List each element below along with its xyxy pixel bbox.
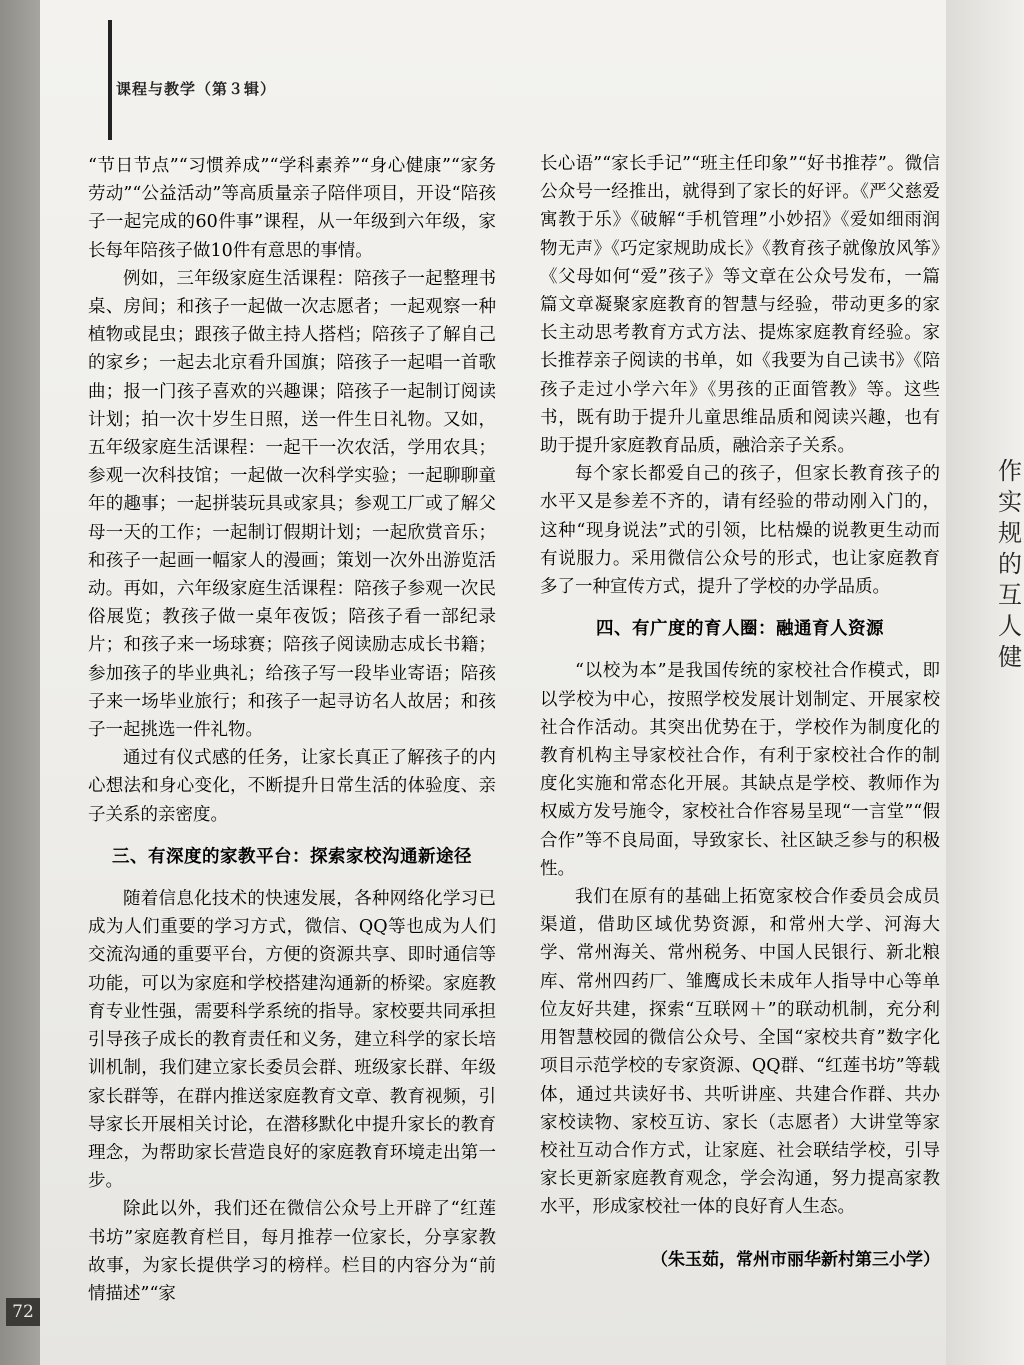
facing-glyph: 的 [998,550,1022,578]
running-header: 课程与教学（第３辑） [116,80,277,98]
facing-glyph: 作 [998,457,1022,485]
paragraph: 随着信息化技术的快速发展，各种网络化学习已成为人们重要的学习方式，微信、QQ等也成为人们交流沟通的重要平台，方便的资源共享、即时通信等功能，可以为家庭和学校搭建沟通新的桥梁。家庭教育专业性强，需要科学系统的指导。家校要共同承担引导孩子成长的教育责任和义务，建立科学的家长培训机制，我们建立家长委员会群、班级家长群、年级家长群等，在群内推送家庭教育文章、教育视频，引导家长开展相关讨论，在潜移默化中提升家长的教育理念，为帮助家长营造良好的家庭教育环境走出第一步。 [88,889,496,1192]
left-column [88,152,496,1308]
facing-page-edge [946,0,1024,1365]
page-number: 72 [6,1298,40,1326]
header-rule [108,20,112,140]
right-column [540,150,940,1274]
paragraph: 每个家长都爱自己的孩子，但家长教育孩子的水平又是参差不齐的，请有经验的带动刚入门的，这种“现身说法”式的引领，比枯燥的说教更生动而有说服力。采用微信公众号的形式，也让家庭教育多了一种宣传方式，提升了学校的办学品质。 [540,464,940,598]
facing-glyph: 人 [998,612,1022,640]
section-heading: 三、有深度的家教平台：探索家校沟通新途径 [112,846,472,867]
facing-glyph: 健 [998,643,1022,671]
paragraph: 例如，三年级家庭生活课程：陪孩子一起整理书桌、房间；和孩子一起做一次志愿者；一起观察一种植物或昆虫；跟孩子做主持人搭档；陪孩子了解自己的家乡；一起去北京看升国旗；陪孩子一起唱一首歌曲；报一门孩子喜欢的兴趣课；陪孩子一起制订阅读计划；拍一次十岁生日照，送一件生日礼物。又如，五年级家庭生活课程：一起干一次农活，学用农具；参观一次科技馆；一起做一次科学实验；一起聊聊童年的趣事；一起拼装玩具或家具；参观工厂或了解父母一天的工作；一起制订假期计划；一起欣赏音乐；和孩子一起画一幅家人的漫画；策划一次外出游览活动。再如，六年级家庭生活课程：陪孩子参观一次民俗展览；教孩子做一桌年夜饭；陪孩子看一部纪录片；和孩子来一场球赛；陪孩子阅读励志成长书籍；参加孩子的毕业典礼；给孩子写一段毕业寄语；陪孩子来一场毕业旅行；和孩子一起寻访名人故居；和孩子一起挑选一件礼物。 [88,268,496,741]
paragraph: 我们在原有的基础上拓宽家校合作委员会成员渠道，借助区域优势资源，和常州大学、河海大学、常州海关、常州税务、中国人民银行、新北粮库、常州四药厂、雏鹰成长未成年人指导中心等单位友好共建，探索“互联网＋”的联动机制，充分利用智慧校园的微信公众号、全国“家校共育”数字化项目示范学校的专家资源、QQ群、“红莲书坊”等载体，通过共读好书、共听讲座、共建合作群、共办家校读物、家校互访、家长（志愿者）大讲堂等家校社互动合作方式，让家庭、社会联结学校，引导家长更新家庭教育观念，学会沟通，努力提高家教水平，形成家校社一体的良好育人生态。 [540,887,940,1218]
paragraph: “节日节点”“习惯养成”“学科素养”“身心健康”“家务劳动”“公益活动”等高质量亲子陪伴项目，开设“陪孩子一起完成的60件事”课程，从一年级到六年级，家长每年陪孩子做10件有意思的事情。 [88,156,496,261]
section-heading: 四、有广度的育人圈：融通育人资源 [596,619,884,640]
paragraph: 除此以外，我们还在微信公众号上开辟了“红莲书坊”家庭教育栏目，每月推荐一位家长，分享家教故事，为家长提供学习的榜样。栏目的内容分为“前情描述”“家 [88,1199,496,1304]
facing-glyph: 规 [998,519,1022,547]
paragraph: 通过有仪式感的任务，让家长真正了解孩子的内心想法和身心变化，不断提升日常生活的体验度、亲子关系的亲密度。 [88,748,496,825]
paragraph: 长心语”“家长手记”“班主任印象”“好书推荐”。微信公众号一经推出，就得到了家长的好评。《严父慈爱 寓教于乐》《破解“手机管理”小妙招》《爱如细雨润物无声》《巧定家规助成长》《教育孩子就像放风筝》《父母如何“爱”孩子》等文章在公众号发布，一篇篇文章凝聚家庭教育的智慧与经验，带动更多的家长主动思考教育方式方法、提炼家庭教育经验。家长推荐亲子阅读的书单，如《我要为自己读书》《陪孩子走过小学六年》《男孩的正面管教》等。这些书，既有助于提升儿童思维品质和阅读兴趣，也有助于提升家庭教育品质，融洽亲子关系。 [540,154,940,457]
facing-page-text [998,456,1024,673]
author-signature: （朱玉茹，常州市丽华新村第三小学） [651,1249,940,1270]
facing-glyph: 实 [998,488,1022,516]
facing-glyph: 互 [998,581,1022,609]
paragraph: “以校为本”是我国传统的家校社合作模式，即以学校为中心，按照学校发展计划制定、开展家校社合作活动。其突出优势在于，学校作为制度化的教育机构主导家校社合作，有利于家校社合作的制度化实施和常态化开展。其缺点是学校、教师作为权威方发号施令，家校社合作容易呈现“一言堂”“假合作”等不良局面，导致家长、社区缺乏参与的积极性。 [540,661,940,879]
